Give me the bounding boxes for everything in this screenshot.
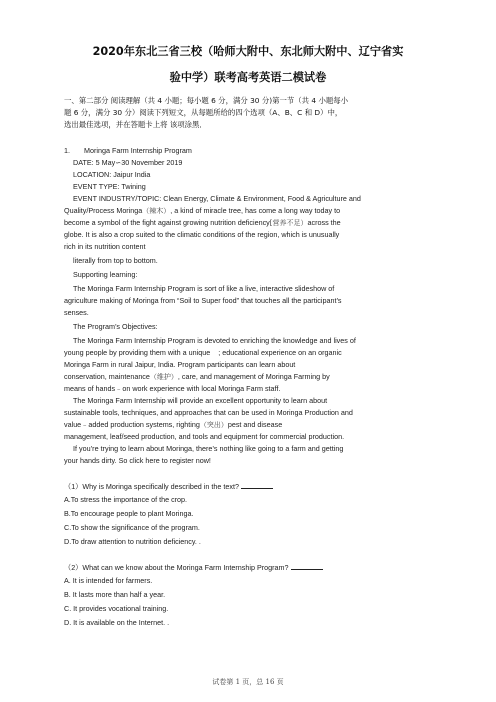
answer-blank[interactable] (241, 481, 273, 489)
page-footer: 试卷第 1 页，总 16 页 (212, 678, 284, 686)
objectives-line-8 (64, 420, 282, 430)
event-industry-line-2 (64, 206, 340, 216)
text-run: pest and disease (227, 420, 283, 429)
question-1-option-d: D.To draw attention to nutrition deficiency. . (64, 537, 201, 546)
supporting-learning-line-3: senses. (64, 308, 89, 317)
event-industry-line-5: rich in its nutrition content (64, 242, 146, 251)
program-title: Moringa Farm Internship Program (84, 146, 192, 155)
chinese-gloss: （维护） (149, 373, 178, 381)
answer-blank[interactable] (291, 562, 323, 570)
objectives-line-2 (64, 348, 342, 358)
objectives-line-9: management, leaf/seed production, and tools and equipment for commercial production. (64, 432, 345, 441)
supporting-learning-heading: Supporting learning: (73, 270, 138, 279)
objectives-line-11: your hands dirty. So click here to register now! (64, 456, 211, 465)
chinese-gloss: [营养不足） (269, 219, 308, 227)
section-instructions-line-2: 题 6 分，满分 30 分）阅读下列短文，从每题所给的四个选项（A、B、C 和 D）中， (64, 108, 343, 117)
objectives-line-7: sustainable tools, techniques, and approaches that can be used in Moringa Production and (64, 408, 353, 417)
question-1-option-b: B.To encourage people to plant Moringa. (64, 509, 194, 518)
objectives-line-6: The Moringa Farm Internship will provide an excellent opportunity to learn about (73, 396, 328, 405)
objectives-heading: The Program’s Objectives: (73, 322, 158, 331)
text-run: , a kind of miracle tree, has come a long way today to (170, 206, 341, 215)
text-run: , care, and management of Moringa Farming by (177, 372, 330, 381)
text-run: become a symbol of the fight against growing nutrition deficiency (64, 218, 270, 227)
question-text: （1）Why is Moringa specifically described in the text? (64, 482, 239, 491)
question-2-option-c: C. It provides vocational training. (64, 604, 169, 613)
section-instructions-line-1: 一、第二部分 阅读理解（共 4 小题；每小题 6 分，满分 30 分)第一节（共 4 小题每小 (64, 96, 349, 105)
punctuation-mark: ; (210, 348, 221, 357)
passage-number: 1. (64, 146, 70, 155)
literally-line: literally from top to bottom. (73, 256, 158, 265)
question-2-option-a: A. It is intended for farmers. (64, 576, 153, 585)
event-industry-line-1: EVENT INDUSTRY/TOPIC: Clean Energy, Climate & Environment, Food & Agriculture and (73, 194, 361, 203)
text-run: value﹣added production systems, righting (64, 420, 200, 429)
exam-title-line-2: 验中学）联考高考英语二模试卷 (169, 71, 327, 84)
text-run: young people by providing them with a unique (64, 348, 211, 357)
event-location: LOCATION: Jaipur India (73, 170, 151, 179)
text-run: educational experience on an organic (222, 348, 342, 357)
question-1-option-c: C.To show the significance of the program. (64, 523, 200, 532)
event-date: DATE: 5 May∽30 November 2019 (73, 158, 183, 167)
objectives-line-4 (64, 372, 330, 382)
question-1-option-a: A.To stress the importance of the crop. (64, 495, 188, 504)
supporting-learning-line-1: The Moringa Farm Internship Program is sort of like a live, interactive slideshow of (73, 284, 335, 293)
event-industry-line-4: globe. It is also a crop suited to the climatic conditions of the region, which is unusually (64, 230, 340, 239)
question-2-option-b: B. It lasts more than half a year. (64, 590, 166, 599)
question-text: （2）What can we know about the Moringa Farm Internship Program? (64, 563, 289, 572)
event-industry-line-3 (64, 218, 341, 228)
objectives-line-1: The Moringa Farm Internship Program is devoted to enriching the knowledge and lives of (73, 336, 356, 345)
section-instructions-line-3: 选出最佳选项，并在答题卡上将 该项涂黑． (64, 120, 207, 129)
event-type: EVENT TYPE: Twining (73, 182, 146, 191)
question-2-stem (64, 562, 323, 573)
objectives-line-3: Moringa Farm in rural Jaipur, India. Program participants can learn about (64, 360, 296, 369)
chinese-gloss: （辣木） (142, 207, 171, 215)
text-run: conservation, maintenance (64, 372, 150, 381)
objectives-line-10: If you’re trying to learn about Moringa, there’s nothing like going to a farm and getting (73, 444, 344, 453)
passage-heading (64, 146, 192, 156)
question-2-option-d: D. It is available on the Internet. . (64, 618, 170, 627)
text-run: across the (307, 218, 341, 227)
supporting-learning-line-2: agriculture making of Moringa from “Soil to Super food” that touches all the participant’s (64, 296, 342, 305)
question-1-stem (64, 481, 273, 492)
exam-title-line-1: 2020年东北三省三校（哈师大附中、东北师大附中、辽宁省实 (92, 45, 404, 58)
text-run: Quality/Process Moringa (64, 206, 143, 215)
objectives-line-5: means of hands﹣on work experience with local Moringa Farm staff. (64, 384, 281, 393)
chinese-gloss: （突出） (199, 421, 228, 429)
